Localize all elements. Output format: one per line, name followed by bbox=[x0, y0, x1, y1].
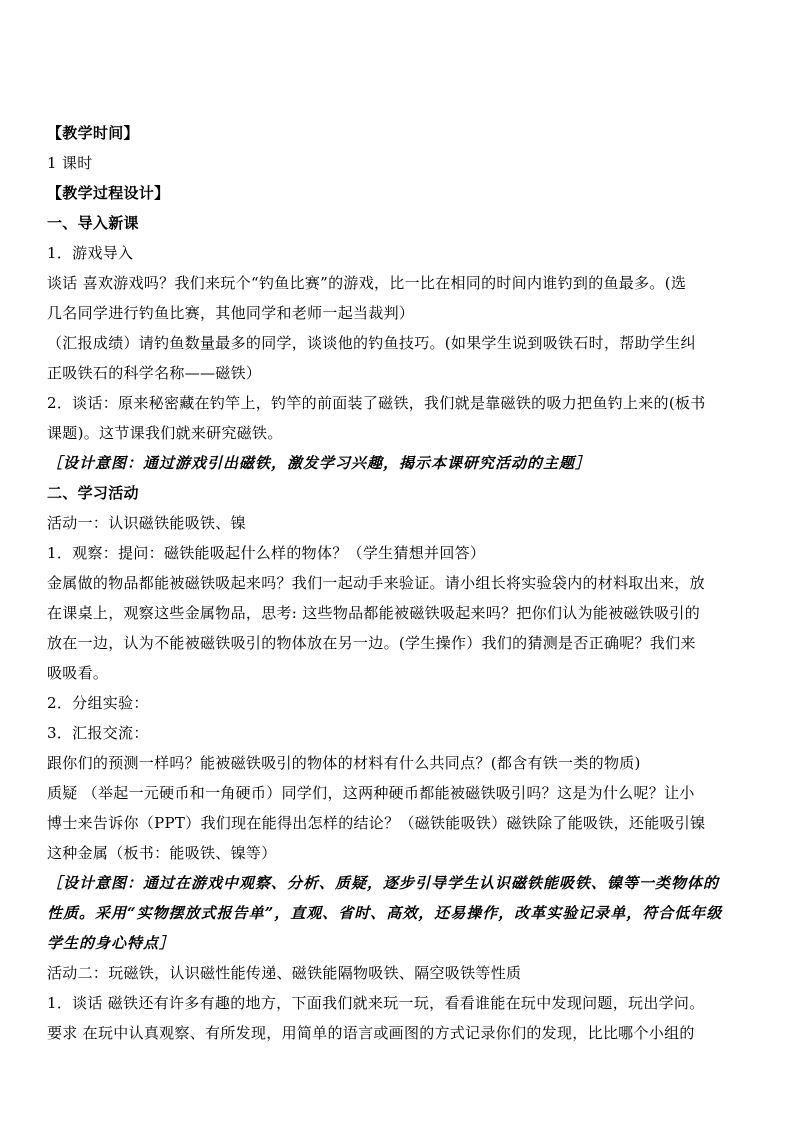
activity2-title: 活动二：玩磁铁，认识磁性能传递、磁铁能隔物吸铁、隔空吸铁等性质 bbox=[47, 964, 522, 982]
process-heading: 【教学过程设计】 bbox=[47, 184, 170, 202]
teaching-time-value: 1 课时 bbox=[47, 154, 93, 172]
a1-paragraph3-line1: 质疑 （举起一元硬币和一角硬币）同学们，这两种硬币都能被磁铁吸引吗？这是为什么呢？让小 bbox=[47, 784, 695, 802]
activity1-title: 活动一：认识磁铁能吸铁、镍 bbox=[47, 514, 246, 532]
a1-design-intent-line2: 性质。采用“实物摆放式报告单”，直观、省时、高效，还易操作，改革实验记录单，符合低年级 bbox=[47, 904, 723, 922]
a1-paragraph1-line1: 金属做的物品都能被磁铁吸起来吗？我们一起动手来验证。请小组长将实验袋内的材料取出来，放 bbox=[47, 574, 705, 592]
a1-item2: 2．分组实验： bbox=[47, 694, 149, 712]
s1-paragraph3-line2: 课题)。这节课我们就来研究磁铁。 bbox=[47, 424, 283, 442]
s1-paragraph3-line1: 2．谈话：原来秘密藏在钓竿上，钓竿的前面装了磁铁，我们就是靠磁铁的吸力把鱼钓上来的(板书 bbox=[47, 394, 706, 412]
a1-paragraph2-line1: 跟你们的预测一样吗？能被磁铁吸引的物体的材料有什么共同点？(都含有铁一类的物质) bbox=[47, 754, 641, 772]
a1-design-intent-line1: ［设计意图：通过在游戏中观察、分析、质疑，逐步引导学生认识磁铁能吸铁、镍等一类物体的 bbox=[47, 874, 720, 892]
s1-paragraph2-line1: （汇报成绩）请钓鱼数量最多的同学，谈谈他的钓鱼技巧。(如果学生说到吸铁石时，帮助学生纠 bbox=[47, 334, 696, 352]
s1-paragraph2-line2: 正吸铁石的科学名称——磁铁） bbox=[47, 364, 262, 382]
a1-design-intent-line3: 学生的身心特点］ bbox=[47, 934, 176, 952]
a1-paragraph1-line3: 放在一边，认为不能被磁铁吸引的物体放在另一边。(学生操作）我们的猜测是否正确呢？我们来 bbox=[47, 634, 696, 652]
a1-paragraph3-line3: 这种金属（板书：能吸铁、镍等） bbox=[47, 844, 277, 862]
teaching-time-heading: 【教学时间】 bbox=[47, 124, 139, 142]
section1-heading: 一、导入新课 bbox=[47, 214, 139, 232]
a1-paragraph3-line2: 博士来告诉你（PPT）我们现在能得出怎样的结论？（磁铁能吸铁）磁铁除了能吸铁，还能吸引镍 bbox=[47, 814, 706, 832]
a1-item1: 1．观察：提问：磁铁能吸起什么样的物体？（学生猜想并回答） bbox=[47, 544, 486, 562]
document-page bbox=[47, 118, 759, 1048]
section2-heading: 二、学习活动 bbox=[47, 484, 139, 502]
a2-paragraph1-line1: 1．谈话 磁铁还有许多有趣的地方，下面我们就来玩一玩，看看谁能在玩中发现问题，玩出学问。 bbox=[47, 994, 705, 1012]
a1-paragraph1-line4: 吸吸看。 bbox=[47, 664, 109, 682]
s1-paragraph1-line2: 几名同学进行钓鱼比赛，其他同学和老师一起当裁判） bbox=[47, 304, 415, 322]
a2-paragraph2-line1: 要求 在玩中认真观察、有所发现，用简单的语言或画图的方式记录你们的发现，比比哪个小组的 bbox=[47, 1024, 695, 1042]
s1-design-intent: ［设计意图：通过游戏引出磁铁，激发学习兴趣，揭示本课研究活动的主题］ bbox=[47, 454, 592, 472]
a1-item3: 3．汇报交流： bbox=[47, 724, 149, 742]
s1-item1: 1．游戏导入 bbox=[47, 244, 134, 262]
a1-paragraph1-line2: 在课桌上，观察这些金属物品，思考: 这些物品都能被磁铁吸起来吗？把你们认为能被磁铁吸引的 bbox=[47, 604, 701, 622]
s1-paragraph1-line1: 谈话 喜欢游戏吗？我们来玩个“钓鱼比赛”的游戏，比一比在相同的时间内谁钓到的鱼最多。(选 bbox=[47, 274, 687, 292]
